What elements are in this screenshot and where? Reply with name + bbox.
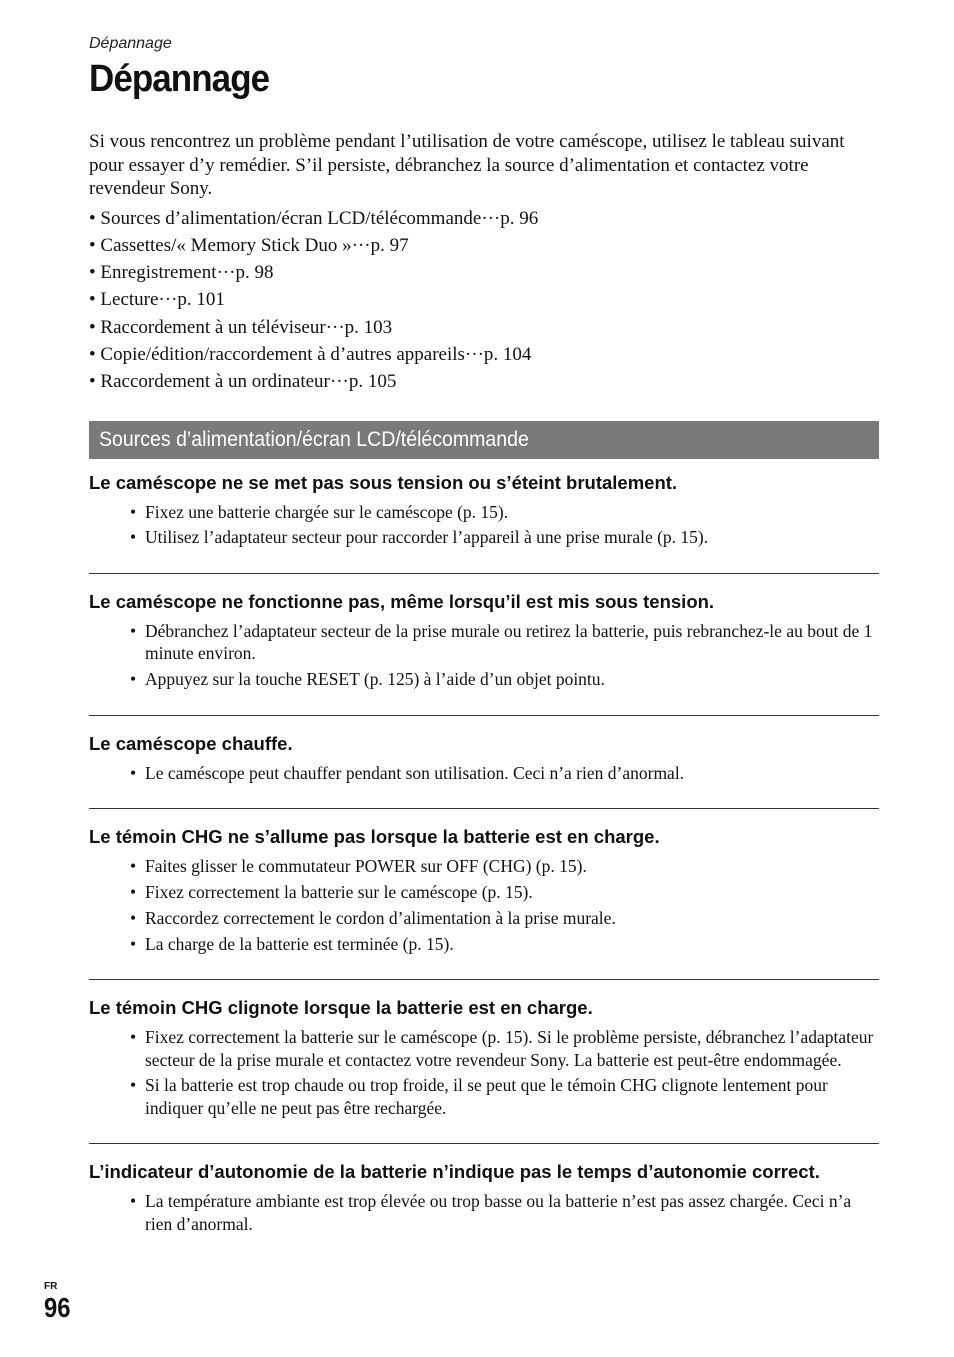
issue-title: Le caméscope ne se met pas sous tension ou s’éteint brutalement.: [89, 471, 678, 493]
issue-title: L’indicateur d’autonomie de la batterie n’indique pas le temps d’autonomie correct.: [89, 1161, 820, 1183]
page-title: Dépannage: [89, 58, 270, 100]
page: [89, 34, 879, 1239]
page-number: 96: [44, 1292, 71, 1323]
section-heading-text: Sources d’alimentation/écran LCD/télécommande: [99, 427, 529, 451]
intro-paragraph: Si vous rencontrez un problème pendant l’utilisation de votre caméscope, utilisez le tableau suivant pour essayer d’y remédier. S’il persiste, débranchez la source d’alimentation et contactez votre revendeur Sony.: [89, 131, 845, 199]
solution-item: • Appuyez sur la touche RESET (p. 125) à l’aide d’un objet pointu.: [130, 668, 879, 690]
solution-item: • Utilisez l’adaptateur secteur pour raccorder l’appareil à une prise murale (p. 15).: [130, 526, 879, 548]
issue-block: [89, 715, 879, 784]
topic-item: • Copie/édition/raccordement à d’autres appareils···p. 104: [89, 343, 532, 365]
solution-item: • La charge de la batterie est terminée (p. 15).: [130, 933, 879, 955]
solution-list: [89, 501, 879, 549]
solution-item: • Fixez correctement la batterie sur le caméscope (p. 15). Si le problème persiste, débranchez l’adaptateur secteur de la prise murale et contactez votre revendeur Sony. La batterie est peut-être endommagée.: [130, 1026, 879, 1071]
issue-block: [89, 471, 879, 549]
solution-item: • La température ambiante est trop élevée ou trop basse ou la batterie n’est pas assez chargée. Ceci n’a rien d’anormal.: [130, 1190, 879, 1235]
solution-item: • Débranchez l’adaptateur secteur de la prise murale ou retirez la batterie, puis rebranchez-le au bout de 1 minute environ.: [130, 620, 879, 665]
issue-title: Le caméscope ne fonctionne pas, même lorsqu’il est mis sous tension.: [89, 590, 715, 612]
topic-item: • Cassettes/« Memory Stick Duo »···p. 97: [89, 234, 409, 256]
solution-item: • Si la batterie est trop chaude ou trop froide, il se peut que le témoin CHG clignote lentement pour indiquer qu’elle ne peut pas être rechargée.: [130, 1074, 879, 1119]
solution-item: • Le caméscope peut chauffer pendant son utilisation. Ceci n’a rien d’anormal.: [130, 762, 879, 784]
issue-title: Le témoin CHG clignote lorsque la batterie est en charge.: [89, 997, 593, 1019]
section-heading: [89, 421, 879, 459]
solution-item: • Fixez correctement la batterie sur le caméscope (p. 15).: [130, 881, 879, 903]
language-code: FR: [44, 1281, 58, 1292]
issue-block: [89, 979, 879, 1119]
issue-block: [89, 573, 879, 691]
topic-item: • Raccordement à un ordinateur···p. 105: [89, 371, 397, 393]
topic-item: • Raccordement à un téléviseur···p. 103: [89, 316, 393, 338]
solution-list: [89, 1190, 879, 1235]
running-head: Dépannage: [89, 35, 172, 52]
issue-title: Le témoin CHG ne s’allume pas lorsque la batterie est en charge.: [89, 826, 660, 848]
topic-item: • Enregistrement···p. 98: [89, 262, 274, 284]
topic-list: [89, 205, 879, 396]
page-footer: [44, 1281, 75, 1323]
issue-block: [89, 1143, 879, 1235]
solution-item: • Raccordez correctement le cordon d’alimentation à la prise murale.: [130, 907, 879, 929]
issue-title: Le caméscope chauffe.: [89, 732, 293, 754]
solution-item: • Fixez une batterie chargée sur le caméscope (p. 15).: [130, 501, 879, 523]
solution-list: [89, 1026, 879, 1119]
issue-block: [89, 808, 879, 955]
topic-item: • Lecture···p. 101: [89, 289, 225, 311]
solution-item: • Faites glisser le commutateur POWER sur OFF (CHG) (p. 15).: [130, 855, 879, 877]
solution-list: [89, 620, 879, 691]
solution-list: [89, 855, 879, 955]
topic-item: • Sources d’alimentation/écran LCD/télécommande···p. 96: [89, 207, 539, 229]
solution-list: [89, 762, 879, 784]
